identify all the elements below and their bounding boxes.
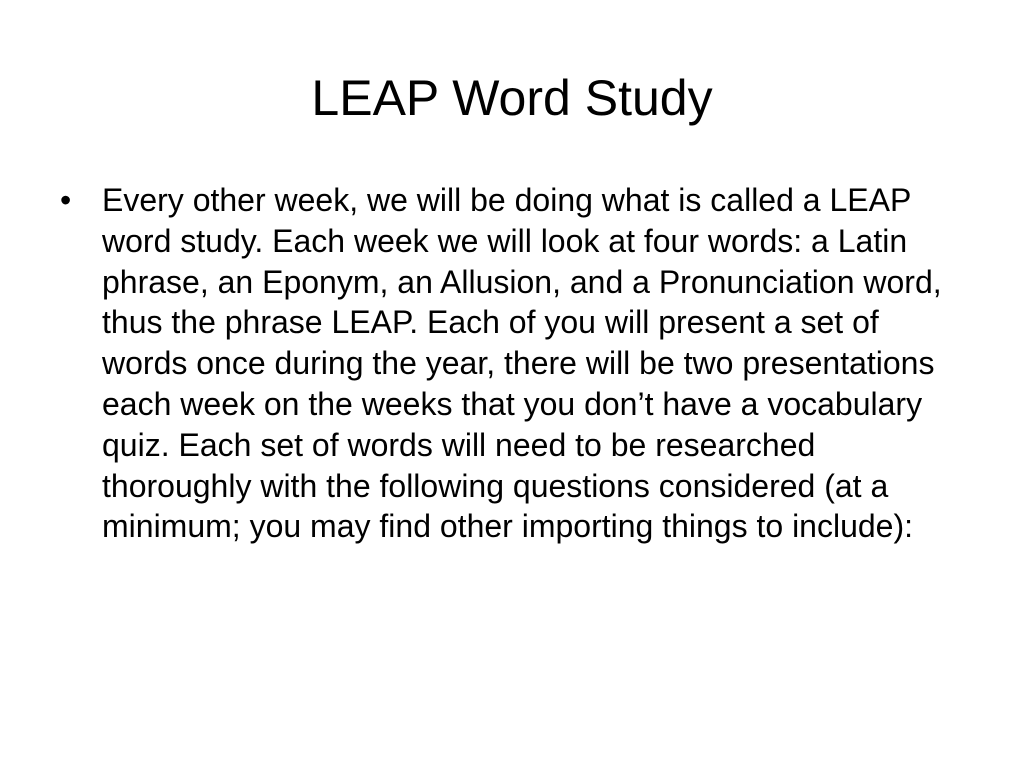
- slide-title: LEAP Word Study: [311, 70, 713, 126]
- bullet-item: [60, 180, 970, 547]
- bullet-dot-icon: •: [60, 182, 72, 218]
- bullet-list: [60, 180, 970, 547]
- bullet-text: Every other week, we will be doing what is called a LEAP word study. Each week we will look at four words: a Latin phrase, an Eponym, an Allusion, and a Pronunciation word, thus the phrase LEAP. Each of you will present a set of words once during the year, there will be two presentations each week on the weeks that you don’t have a vocabulary quiz. Each set of words will need to be researched thoroughly with the following questions considered (at a minimum; you may find other importing things to include):: [102, 182, 942, 545]
